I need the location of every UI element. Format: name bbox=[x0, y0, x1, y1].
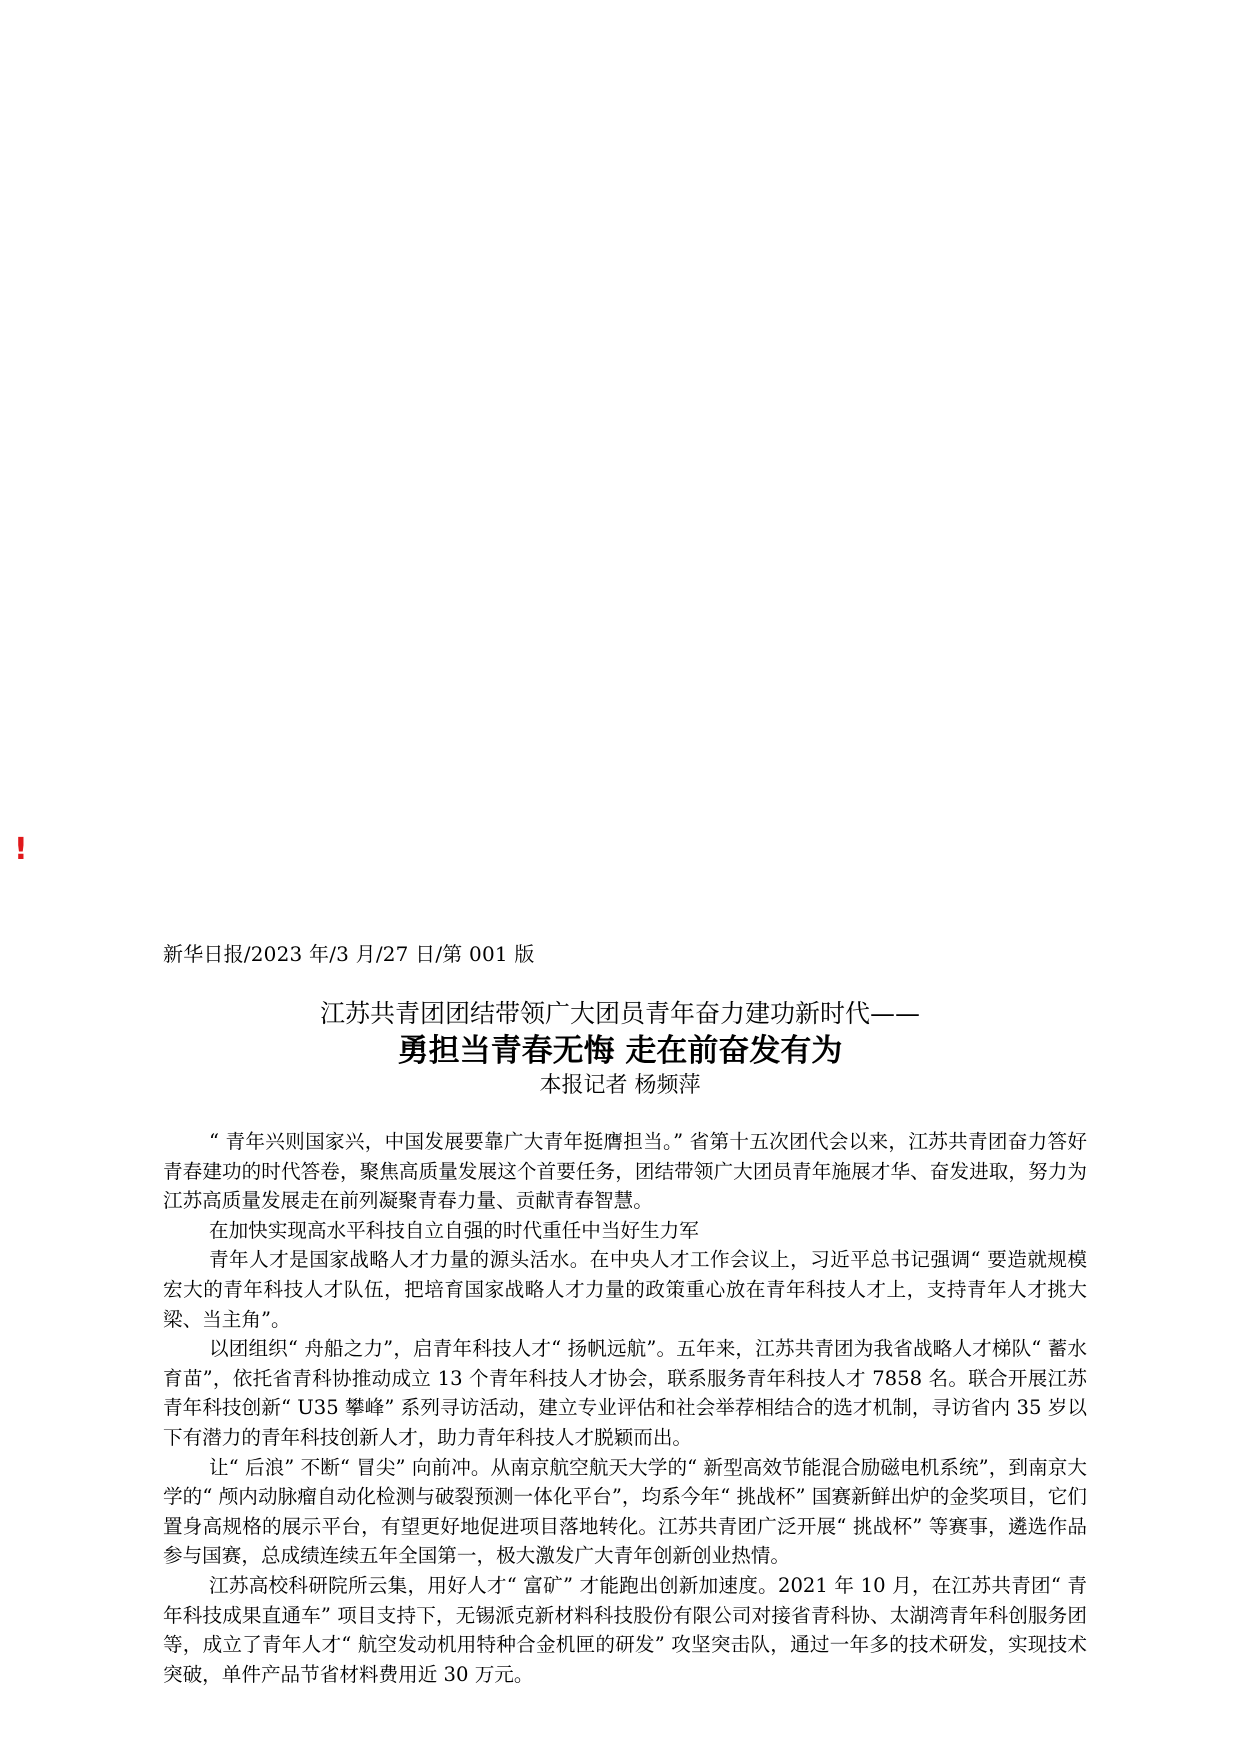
paragraph: 青年人才是国家战略人才力量的源头活水。在中央人才工作会议上，习近平总书记强调“ 要造就规模宏大的青年科技人才队伍，把培育国家战略人才力量的政策重心放在青年科技人才上，支持青年人才挑大梁、当主角”。 bbox=[163, 1248, 1087, 1331]
article-body bbox=[163, 1127, 1087, 1689]
section-heading: 在加快实现高水平科技自立自强的时代重任中当好生力军 bbox=[209, 1218, 699, 1242]
headline-block bbox=[163, 997, 1077, 1101]
article-title: 勇担当青春无悔 走在前奋发有为 bbox=[397, 1033, 843, 1069]
byline: 本报记者 杨频萍 bbox=[539, 1073, 701, 1098]
source-line: 新华日报/2023 年/3 月/27 日/第 001 版 bbox=[163, 942, 535, 966]
paragraph: 江苏高校科研院所云集，用好人才“ 富矿” 才能跑出创新加速度。2021 年 10 月，在江苏共青团“ 青年科技成果直通车” 项目支持下，无锡派克新材料科技股份有限公司对接省青科协、太湖湾青年科创服务团等，成立了青年人才“ 航空发动机用特种合金机匣的研发” 攻坚突击队，通过一年多的技术研发，实现技术突破，单件产品节省材料费用近 30 万元。 bbox=[163, 1573, 1087, 1686]
red-exclamation-mark: ! bbox=[14, 832, 28, 867]
kicker: 江苏共青团团结带领广大团员青年奋力建功新时代—— bbox=[319, 999, 920, 1028]
paragraph: 以团组织“ 舟船之力”，启青年科技人才“ 扬帆远航”。五年来，江苏共青团为我省战略人才梯队“ 蓄水育苗”，依托省青科协推动成立 13 个青年科技人才协会，联系服务青年科技人才 7858 名。联合开展江苏青年科技创新“ U35 攀峰” 系列寻访活动，建立专业评估和社会举荐相结合的选才机制，寻访省内 35 岁以下有潜力的青年科技创新人才，助力青年科技人才脱颖而出。 bbox=[163, 1337, 1087, 1449]
paragraph: “ 青年兴则国家兴，中国发展要靠广大青年挺膺担当。” 省第十五次团代会以来，江苏共青团奋力答好青春建功的时代答卷，聚焦高质量发展这个首要任务，团结带领广大团员青年施展才华、奋发进取，努力为江苏高质量发展走在前列凝聚青春力量、贡献青春智慧。 bbox=[163, 1130, 1087, 1213]
paragraph: 让“ 后浪” 不断“ 冒尖” 向前冲。从南京航空航天大学的“ 新型高效节能混合励磁电机系统”，到南京大学的“ 颅内动脉瘤自动化检测与破裂预测一体化平台”，均系今年“ 挑战杯” 国赛新鲜出炉的金奖项目，它们置身高规格的展示平台，有望更好地促进项目落地转化。江苏共青团广泛开展“ 挑战杯” 等赛事，遴选作品参与国赛，总成绩连续五年全国第一，极大激发广大青年创新创业热情。 bbox=[163, 1455, 1087, 1568]
